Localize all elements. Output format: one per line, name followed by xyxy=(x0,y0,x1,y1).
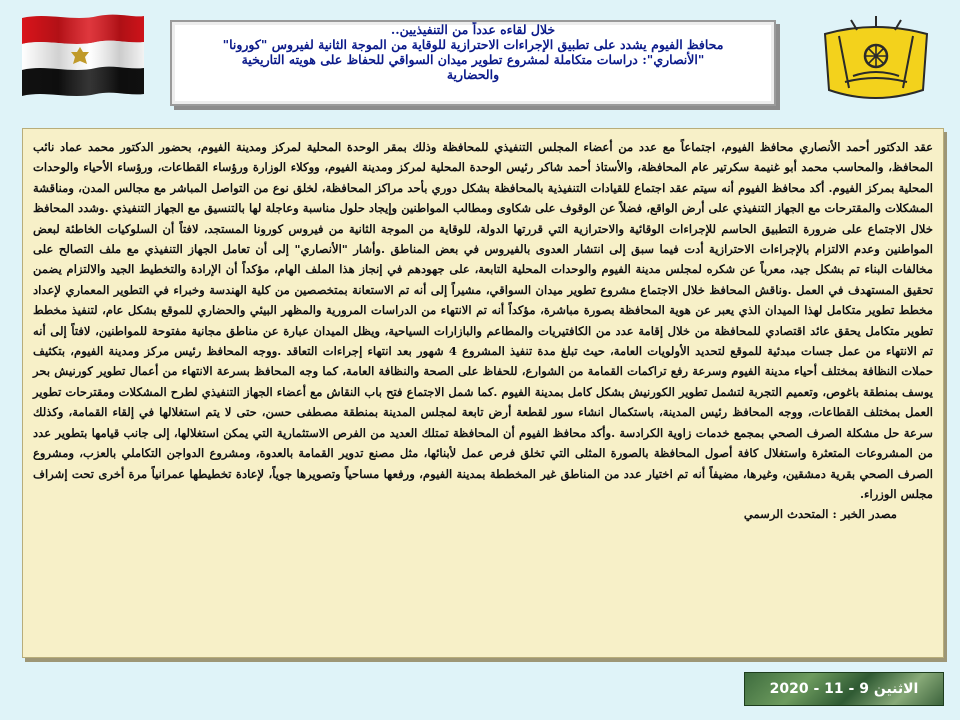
headline-line-2: محافظ الفيوم يشدد على تطبيق الإجراءات الاحترازية للوقاية من الموجة الثانية لفيروس "كورونا" xyxy=(222,37,724,52)
headline-line-4: والحضارية xyxy=(446,67,500,82)
news-source: مصدر الخبر : المتحدث الرسمي xyxy=(743,507,897,522)
publish-date: الاثنين 9 - 11 - 2020 xyxy=(769,681,919,697)
headline-box xyxy=(170,20,776,106)
article-text: عقد الدكتور أحمد الأنصاري محافظ الفيوم، اجتماعاً مع عدد من أعضاء المجلس التنفيذي للمحافظة وذلك بمقر الوحدة المحلية لمركز ومدينة الفيوم، بحضور الدكتور محمد عماد نائب المحافظ، والمحاسب محمد أبو غنيمة سكرتير عام المحافظة، والأستاذ أحمد شاكر رئيس الوحدة المحلية لمركز ومدينة الفيوم، ووكلاء الوزارة ورؤساء القطاعات، ورؤساء الأحياء والوحدات المحلية بمركز الفيوم. أكد محافظ الفيوم أنه سيتم عقد اجتماع للقيادات التنفيذية بالمحافظة بشكل دوري بأحد مراكز المحافظة، لخلق نوع من التواصل المباشر مع مجالس المدن، ومناقشة المشكلات والمقترحات مع الجهاز التنفيذي على أرض الواقع، فضلاً عن الوقوف على شكاوى ومطالب المواطنين وإيجاد حلول مناسبة وعاجلة لها بالتنسيق مع الجهاز التنفيذي .وشدد المحافظ خلال الاجتماع على ضرورة التطبيق الحاسم للإجراءات الوقائية والاحترازية التي قررتها الدولة، للوقاية من الموجة الثانية من فيروس كورونا المستجد، لافتاً أن السلوكيات الخاطئة لبعض المواطنين وعدم الالتزام بالإجراءات الاحترازية أدت فيما سبق إلى انتشار العدوى بالفيروس في بعض المناطق .وأشار "الأنصاري" إلى أن تعامل الجهاز التنفيذي مع ملف التصالح على مخالفات البناء تم بشكل جيد، معرباً عن شكره لمجلس مدينة الفيوم والوحدات المحلية التابعة، على جهودهم في إنجاز هذا الملف الهام، مؤكداً أن الإرادة والتخطيط الجيد والالتزام يضمن تحقيق المستهدف في العمل .وناقش المحافظ خلال الاجتماع مشروع تطوير ميدان السواقي، مشيراً إلى أنه تم الاستعانة بمتخصصين من كلية الهندسة وخبراء في التطوير المعماري لإعداد مخطط تطوير متكامل لهذا الميدان الذي يعبر عن هوية المحافظة بصورة مباشرة، مؤكداً أنه تم الانتهاء من الدراسات المرورية والمظهر البيئي والحضاري للموقع بشكل عام، لتنفيذ مخطط تطوير متكامل يحقق عائد اقتصادي للمحافظة من خلال إقامة عدد من الكافتيريات والمطاعم والبازارات السياحية، ويظل الميدان عبارة عن مناطق مجانية مفتوحة للمواطنين، لافتاً إلى أنه تم الانتهاء من عمل جسات مبدئية للموقع لتحديد الأولويات العامة، حيث تبلغ مدة تنفيذ المشروع 4 شهور بعد انتهاء إجراءات التعاقد .ووجه المحافظ رئيس مركز ومدينة الفيوم، بتكثيف حملات النظافة بمختلف أحياء مدينة الفيوم وسرعة رفع تراكمات القمامة من الشوارع، للحفاظ على الصحة والنظافة العامة، كما وجه المحافظ بسرعة الانتهاء من أعمال تطوير كورنيش بحر يوسف بمنطقة باغوص، وتعميم التجربة لتشمل تطوير الكورنيش بشكل كامل بمدينة الفيوم .كما شمل الاجتماع فتح باب النقاش مع أعضاء الجهاز التنفيذي لطرح المشكلات ومقترحات تطوير العمل بمختلف القطاعات، ووجه المحافظ رئيس المدينة، باستكمال انشاء سور لقطعة أرض تابعة لمجلس المدينة بمنطقة مصطفى حسن، حتى لا يتم استغلالها في إلقاء القمامة، وكذلك سرعة حل مشكلة الصرف الصحي بمجمع خدمات زاوية الكرادسة .وأكد محافظ الفيوم أن المحافظة تمتلك العديد من الفرص الاستثمارية التي يمكن استغلالها، إلى جانب قيامها بتطوير عدد من المشروعات المتعثرة واستغلال كافة أصول المحافظة بالصورة المثلى التي تخلق فرص عمل لأبنائها، مثل مصنع تدوير القمامة بالعدوة، ومشروع الدواجن التكاملي بالعزب، ومشروع الصرف الصحي بقرية دمشقين، وغيرها، مضيفاً أنه تم اختيار عدد من المناطق غير المخططة بمدينة الفيوم، ورفعها مساحياً وتصويرها جوياً، لإعادة تخطيطها عمرانياً مرة أخرى تحت إشراف مجلس الوزراء. xyxy=(33,140,933,501)
headline-line-1: خلال لقاءه عدداً من التنفيذيين.. xyxy=(390,22,556,37)
date-bar xyxy=(744,672,944,706)
fayoum-governorate-logo xyxy=(805,16,945,108)
egypt-flag-icon xyxy=(18,12,148,96)
headline-line-3: "الأنصاري": دراسات متكاملة لمشروع تطوير ميدان السواقي للحفاظ على هويته التاريخية xyxy=(241,52,705,67)
article-body xyxy=(22,128,944,658)
